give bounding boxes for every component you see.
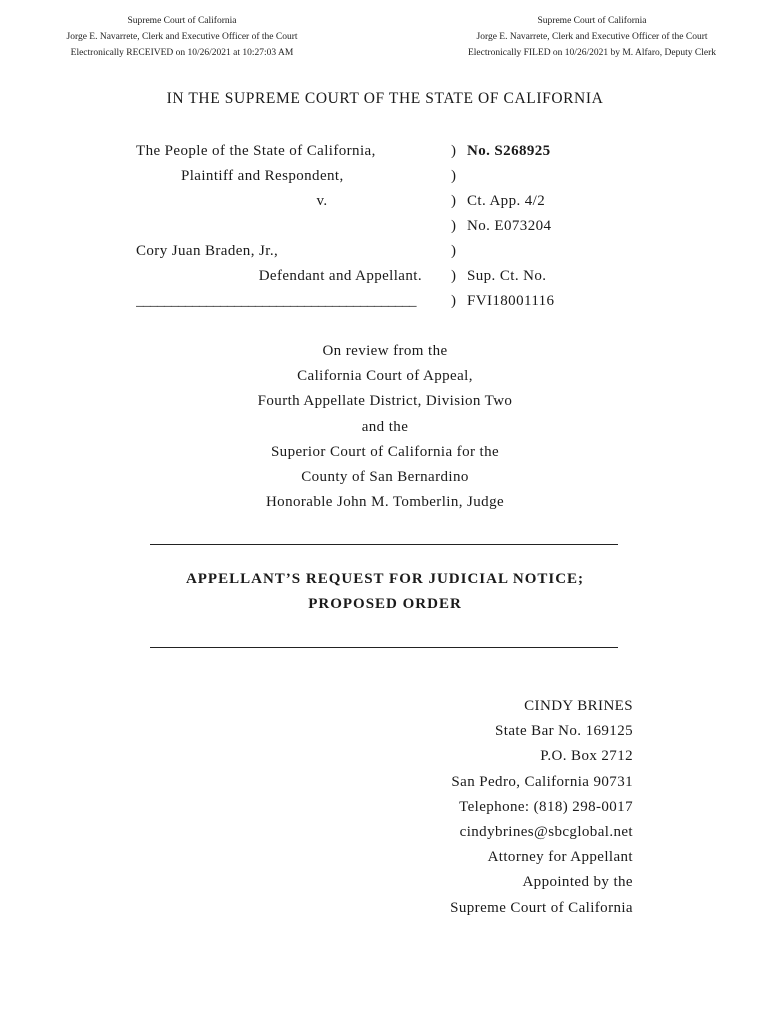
plaintiff-role: Plaintiff and Respondent,	[181, 168, 344, 184]
review-statement	[0, 339, 770, 515]
po-box: P.O. Box 2712	[540, 748, 633, 765]
superior-court-number: FVI18001116	[467, 293, 555, 309]
court-title: IN THE SUPREME COURT OF THE STATE OF CALIFORNIA	[166, 90, 604, 107]
document-title-line: APPELLANT’S REQUEST FOR JUDICIAL NOTICE;	[185, 571, 585, 587]
attorney-role: Attorney for Appellant	[487, 849, 633, 866]
case-caption	[136, 139, 656, 314]
caption-paren: )	[451, 243, 457, 259]
caption-paren: )	[451, 218, 457, 234]
email: cindybrines@sbcglobal.net	[459, 823, 633, 840]
caption-paren: )	[451, 143, 457, 159]
versus: v.	[316, 193, 328, 209]
state-bar-number: State Bar No. 169125	[495, 723, 633, 740]
stamp-line: Jorge E. Navarrete, Clerk and Executive Officer of the Court	[476, 32, 708, 42]
city-state-zip: San Pedro, California 90731	[451, 773, 633, 790]
caption-row	[136, 139, 656, 164]
horizontal-rule	[150, 647, 618, 648]
stamp-line: Supreme Court of California	[537, 16, 647, 26]
caption-underline: ________________________________________	[136, 293, 416, 309]
caption-row	[136, 164, 656, 189]
defendant-name: Cory Juan Braden, Jr.,	[136, 243, 279, 259]
review-line: California Court of Appeal,	[297, 368, 473, 385]
court-of-appeal-number: No. E073204	[467, 218, 552, 234]
caption-row	[136, 264, 656, 289]
review-line: On review from the	[322, 343, 448, 359]
attorney-name: CINDY BRINES	[524, 698, 633, 714]
caption-paren: )	[451, 168, 457, 184]
caption-row	[136, 239, 656, 264]
superior-court-label: Sup. Ct. No.	[467, 268, 547, 284]
horizontal-rule	[150, 544, 618, 545]
appointing-court: Supreme Court of California	[450, 899, 633, 916]
review-line: Honorable John M. Tomberlin, Judge	[265, 494, 505, 511]
signature-block	[450, 694, 633, 921]
review-line: Fourth Appellate District, Division Two	[257, 393, 513, 410]
plaintiff-name: The People of the State of California,	[136, 143, 376, 159]
case-number: No. S268925	[467, 143, 551, 159]
document-title-line: PROPOSED ORDER	[308, 596, 462, 612]
document-title	[0, 567, 770, 617]
court-of-appeal: Ct. App. 4/2	[467, 193, 546, 209]
defendant-role: Defendant and Appellant.	[258, 268, 422, 284]
received-stamp	[32, 13, 332, 61]
review-line: Superior Court of California for the	[270, 443, 500, 460]
stamp-line: Jorge E. Navarrete, Clerk and Executive Officer of the Court	[66, 32, 298, 42]
stamp-line: Electronically FILED on 10/26/2021 by M. Alfaro, Deputy Clerk	[467, 48, 716, 58]
caption-paren: )	[451, 268, 457, 284]
caption-paren: )	[451, 293, 457, 309]
appointment-line: Appointed by the	[522, 874, 633, 891]
review-line: County of San Bernardino	[301, 468, 469, 485]
caption-paren: )	[451, 193, 457, 209]
filed-stamp	[442, 13, 742, 61]
caption-row	[136, 214, 656, 239]
caption-row	[136, 289, 656, 314]
stamp-line: Supreme Court of California	[127, 16, 237, 26]
stamp-line: Electronically RECEIVED on 10/26/2021 at 10:27:03 AM	[70, 48, 294, 58]
telephone: Telephone: (818) 298-0017	[459, 798, 633, 815]
review-line: and the	[361, 418, 409, 435]
caption-row	[136, 189, 656, 214]
